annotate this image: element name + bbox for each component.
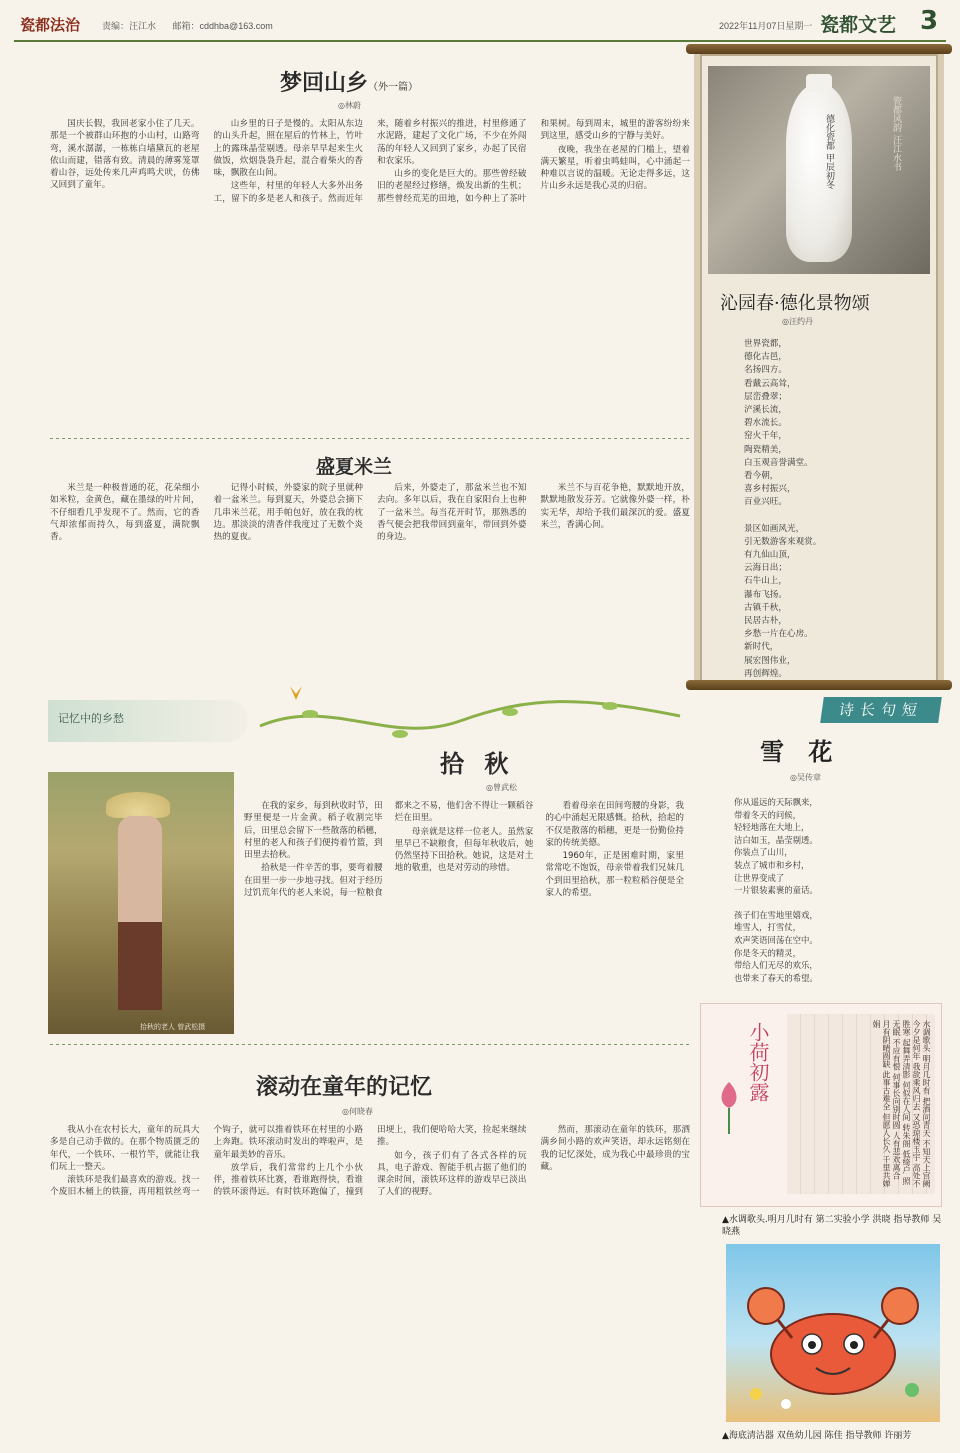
article1-paragraph: 国庆长假，我回老家小住了几天。那是一个被群山环抱的小山村，山路弯弯，溪水潺潺，一栋栋白墙黛瓦的老屋依山而建，错落有致。清晨的薄雾笼罩着山谷，远处传来几声鸡鸣犬吠，仿佛又回到了童年。 [50, 119, 200, 191]
poem-line: 堆雪人，打雪仗， [734, 922, 801, 933]
vase-neck [806, 74, 832, 92]
divider [50, 1044, 690, 1045]
article1-title-text: 梦回山乡 [280, 70, 369, 96]
poem-line: 带给人们无尽的欢乐， [734, 960, 818, 971]
article4-paragraph: 放学后，我们常常约上几个小伙伴，推着铁环比赛，看谁跑得快，看谁的铁环滚得远。有时铁环跑偏了，撞到田埂上，我们便哈哈大笑，捡起来继续推。 [213, 1125, 527, 1198]
article3-paragraph: 1960年，正是困难时期，家里常常吃不饱饭，母亲带着我们兄妹几个到田里拾秋，那一粒粒稻谷便是全家人的希望。 [545, 851, 684, 899]
crab-drawing [726, 1244, 940, 1422]
poem-line: 轻轻地落在大地上， [734, 822, 810, 833]
article2-paragraph: 米兰是一种极普通的花，花朵细小如米粒，金黄色，藏在墨绿的叶片间，不仔细看几乎发现不了。然而，它的香气却浓郁而持久，每到盛夏，满院飘香。 [50, 483, 200, 543]
memory-banner-text: 记忆中的乡愁 [58, 712, 124, 725]
poem-stanza-gap [744, 510, 924, 523]
poem-line: 让世界变成了 [734, 872, 785, 883]
scroll-rod-top [686, 44, 952, 54]
article4-byline: ◎何晓春 [342, 1107, 373, 1116]
article1-paragraph: 山乡里的日子是慢的。太阳从东边的山头升起，照在屋后的竹林上，竹叶上的露珠晶莹剔透。母亲早早起来生火做饭，炊烟袅袅升起，混合着柴火的香味，飘散在山间。 [213, 119, 363, 179]
poem-line: 乡愁一片在心房。 [744, 629, 813, 640]
poem-line: 窑火千年， [744, 431, 787, 442]
poem-stanza-gap [734, 897, 934, 909]
article4-title: 滚动在童年的记忆 [256, 1074, 433, 1100]
poem2-body [734, 796, 934, 984]
poem2-title: 雪 花 [760, 737, 841, 766]
article4-body [50, 1124, 690, 1440]
divider [50, 438, 690, 439]
poem-line: 景区如画风光， [744, 523, 805, 534]
poem-line: 欢声笑语回荡在空中。 [734, 934, 818, 945]
vase-inscription: 德化瓷都 甲辰初冬 [824, 114, 834, 189]
article4-paragraph: 然而，那滚动在童年的铁环，那洒满乡间小路的欢声笑语，却永远铭刻在我的记忆深处，成为我心中最珍贵的宝藏。 [540, 1125, 690, 1172]
article3-paragraph: 母亲就是这样一位老人。虽然家里早已不缺粮食，但每年秋收后，她仍然坚持下田拾秋。她说，这是对土地的敬重，也是对劳动的珍惜。 [394, 826, 534, 874]
poem-line: 碧水流长。 [744, 418, 787, 429]
article2-body [50, 482, 690, 688]
article4-paragraph: 滚铁环是我们最喜欢的游戏。找一个废旧木桶上的铁箍，再用粗铁丝弯一个钩子，就可以推着铁环在村里的小路上奔跑。铁环滚动时发出的哗啦声，是童年最美妙的音乐。 [50, 1125, 363, 1198]
article3-paragraph: 拾秋是一件辛苦的事，要弯着腰在田里一步一步地寻找。但对于经历过饥荒年代的老人来说，每一粒粮食都来之不易，他们舍不得让一颗稻谷烂在田里。 [244, 801, 534, 899]
poem-line: 名扬四方。 [744, 365, 787, 376]
butterfly-icon [290, 686, 302, 700]
newspaper-logo: 瓷都法治 [20, 16, 81, 34]
poem-line: 云海日出； [744, 563, 787, 574]
artwork2-caption: ▲海底清洁器 双鱼幼儿园 陈佳 指导教师 许丽芳 [722, 1431, 912, 1441]
article1-paragraph: 夜晚，我坐在老屋的门槛上，望着满天繁星，听着虫鸣蛙叫，心中涌起一种难以言说的温暖。无论走得多远，这片山乡永远是我心灵的归宿。 [540, 144, 690, 192]
article3-paragraph: 看着母亲在田间弯腰的身影，我的心中涌起无限感慨。拾秋，拾起的不仅是散落的稻穗，更是一份勤俭持家的传统美德。 [545, 801, 684, 848]
poetry-section-badge: 诗长句短 [820, 697, 942, 723]
poem1-author: ◎汪约丹 [782, 317, 813, 326]
poem-line: 层峦叠翠； [744, 391, 787, 402]
straw-hat [106, 792, 170, 818]
photo-caption: 拾秋的老人 曾武松摄 [140, 1023, 206, 1031]
poem-line: 展宏图伟业， [744, 655, 796, 666]
article2-title: 盛夏米兰 [316, 456, 393, 478]
poem-line: 喜乡村振兴， [744, 484, 796, 495]
article1-paragraph: 山乡的变化是巨大的。那些曾经破旧的老屋经过修缮，焕发出新的生机；那些曾经荒芜的田地，如今种上了茶叶和果树。每到周末，城里的游客纷纷来到这里，感受山乡的宁静与美好。 [377, 119, 690, 204]
poem1-title: 沁园春·德化景物颂 [720, 293, 870, 314]
masthead [14, 8, 946, 42]
poem-line: 世界瓷都， [744, 339, 787, 349]
issue-date: 2022年11月07日星期一 [719, 21, 813, 31]
vase-side-text: 瓷都风韵 汪江水书 [891, 96, 901, 171]
artwork-section-title: 小荷初露 [746, 1022, 770, 1102]
article1-subtitle: （外一篇） [368, 82, 419, 93]
person-pants [118, 922, 162, 1010]
article2-paragraph: 米兰不与百花争艳，默默地开放，默默地散发芬芳。它就像外婆一样，朴实无华，却给予我们最深沉的爱。盛夏米兰，香满心间。 [540, 483, 690, 530]
poem2-author: ◎吴传章 [790, 773, 821, 782]
poem-line: 石牛山上， [744, 576, 787, 587]
section-name: 瓷都文艺 [820, 14, 897, 36]
poem-line: 你是冬天的精灵， [734, 947, 801, 958]
article1-title [280, 66, 418, 97]
poem-line: 一片银装素裹的童话。 [734, 885, 818, 896]
poem-line: 你从遥远的天际飘来， [734, 797, 818, 807]
masthead-info [102, 19, 287, 32]
article4-paragraph: 我从小在农村长大，童年的玩具大多是自己动手做的。在那个物质匮乏的年代，一个铁环、一根竹竿，就能让我们玩上一整天。 [50, 1125, 200, 1172]
poem-line: 装点了城市和乡村， [734, 859, 810, 870]
poem1-body [744, 338, 924, 681]
person-figure [118, 816, 162, 936]
poem-line: 民居古朴， [744, 616, 787, 627]
grandma-photo [48, 772, 234, 1034]
poem-line: 瀑布飞扬。 [744, 589, 787, 600]
poem-line: 新时代， [744, 642, 779, 653]
scroll-rod-bottom [686, 680, 952, 690]
poem-line: 有九仙山顶， [744, 550, 796, 561]
poem-line: 白玉观音誉满堂。 [744, 457, 813, 468]
poem-line: 引无数游客来观赏。 [744, 536, 822, 547]
poem-line: 也带来了春天的希望。 [734, 972, 818, 983]
vase-photo [708, 66, 930, 274]
article3-byline: ◎曾武松 [486, 783, 517, 792]
article2-paragraph: 记得小时候，外婆家的院子里就种着一盆米兰。每到夏天，外婆总会摘下几串米兰花，用手帕包好，放在我的枕边。那淡淡的清香伴我度过了无数个炎热的夏夜。 [213, 483, 363, 543]
poem-line: 看今朝， [744, 471, 779, 482]
email-label: 邮箱：cddhba@163.com [172, 21, 273, 31]
poem-line: 你装点了山川， [734, 847, 793, 858]
article4-paragraph: 如今，孩子们有了各式各样的玩具，电子游戏、智能手机占据了他们的课余时间，滚铁环这样的游戏早已淡出了人们的视野。 [377, 1150, 527, 1198]
poem-line: 百业兴旺。 [744, 497, 787, 508]
article1-paragraph: 这些年，村里的年轻人大多外出务工，留下的多是老人和孩子。然而近年来，随着乡村振兴的推进，村里修通了水泥路，建起了文化广场，不少在外闯荡的年轻人又回到了家乡，办起了民宿和农家乐。 [213, 119, 527, 204]
poem-line: 德化古邑， [744, 352, 787, 363]
poem-line: 再创辉煌。 [744, 668, 787, 679]
poem-line: 浐溪长流， [744, 405, 787, 416]
poem-line: 古镇千秋， [744, 602, 787, 613]
poem-line: 带着冬天的问候， [734, 809, 801, 820]
crab-painting [726, 1244, 940, 1422]
article3-paragraph: 在我的家乡，每到秋收时节，田野里便是一片金黄。稻子收割完毕后，田里总会留下一些散落的稻穗，村里的老人和孩子们便挎着竹篮，到田里去拾秋。 [244, 801, 383, 861]
poem-line: 看戴云高耸， [744, 378, 796, 389]
lotus-icon [709, 1074, 749, 1134]
poem-line: 孩子们在雪地里嬉戏， [734, 909, 818, 920]
article2-paragraph: 后来，外婆走了，那盆米兰也不知去向。多年以后，我在自家阳台上也种了一盆米兰。每当花开时节，那熟悉的香气便会把我带回到童年，带回到外婆的身边。 [377, 483, 527, 543]
artwork1-caption: ▲水调歌头.明月几时有 第二实验小学 洪晓 指导教师 吴晓燕 [722, 1215, 942, 1237]
article3-title: 拾 秋 [440, 749, 515, 778]
article1-body [50, 118, 690, 434]
poem-line: 洁白如玉，晶莹剔透。 [734, 834, 818, 845]
page-number: 3 [920, 6, 939, 36]
poem-line: 陶瓷精美， [744, 444, 787, 455]
article1-byline: ◎林蔚 [338, 101, 361, 110]
calligraphy-text: 水调歌头 明月几时有 把酒问青天 不知天上宫阙 今夕是何年 我欲乘风归去 又恐琼楼玉宇 高处不胜寒 起舞弄清影 何似在人间 转朱阁 低绮户 照无眠 不应有恨 何事长向别时圆 人有悲欢离合 月有阴晴圆缺 此事古难全 但愿人长久 千里共婵娟 [872, 1020, 931, 1188]
calligraphy-artwork [700, 1003, 942, 1207]
editor-label: 责编：汪江水 [102, 21, 157, 31]
article3-body [244, 800, 684, 1036]
